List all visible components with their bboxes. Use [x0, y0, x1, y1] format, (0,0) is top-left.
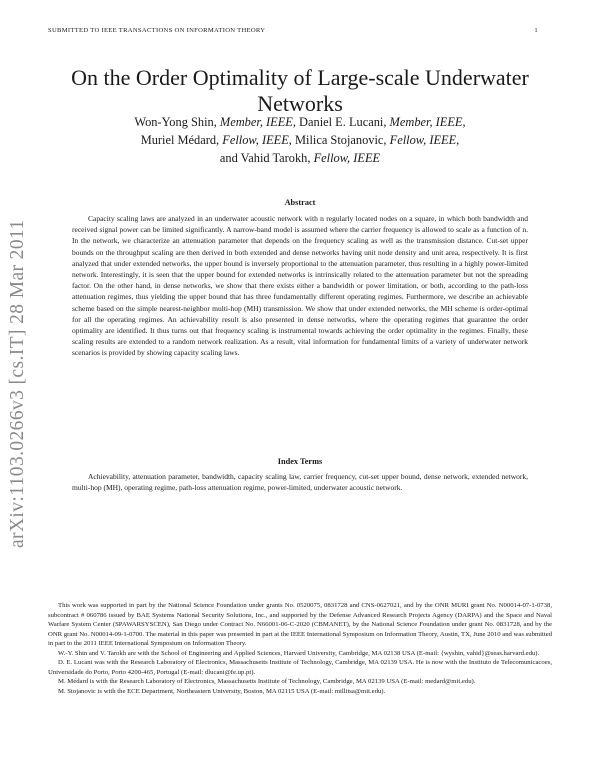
footnotes	[48, 601, 552, 696]
running-header	[48, 27, 538, 37]
author-list	[60, 113, 540, 167]
author-role: Fellow, IEEE	[313, 151, 381, 165]
author-name: and Vahid Tarokh,	[219, 151, 314, 165]
author-name: , Milica Stojanovic,	[288, 133, 390, 147]
abstract-heading: Abstract	[284, 198, 316, 207]
running-title: SUBMITTED TO IEEE TRANSACTIONS ON INFORMATION THEORY	[48, 27, 266, 34]
author-role: Fellow, IEEE	[389, 133, 457, 147]
author-role: Fellow, IEEE	[222, 133, 289, 147]
author-name: Won-Yong Shin,	[134, 115, 220, 129]
arxiv-identifier: arXiv:1103.0266v3 [cs.IT] 28 Mar 2011	[7, 219, 28, 548]
author-name: , Daniel E. Lucani,	[292, 115, 390, 129]
author-role: Member, IEEE	[389, 115, 463, 129]
author-name: Muriel Médard,	[140, 133, 223, 147]
index-terms-text: Achievability, attenuation parameter, bandwidth, capacity scaling law, carrier frequency, cut-set upper bound, dense network, extended network, multi-hop (MH), operating regime, path-loss attenuation regime, power-limited, underwater acoustic network.	[72, 472, 528, 493]
author-separator: ,	[456, 133, 460, 147]
paper-title: On the Order Optimality of Large-scale Underwater Networks	[71, 64, 529, 116]
author-line-2	[60, 131, 540, 149]
author-separator: ,	[462, 115, 466, 129]
affiliation-footnote: D. E. Lucani was with the Research Laboratory of Electronics, Massachusetts Institute of Technology, Cambridge, MA 02139 USA. He is now with the Instituto de Telecomunicacoes, Universidade do Porto, Porto 4200-465, Portugal (E-mail: dlucani@fe.up.pt).	[48, 659, 552, 676]
arxiv-sidebar	[7, 219, 37, 578]
index-terms-heading: Index Terms	[277, 457, 323, 466]
author-line-3	[60, 149, 540, 167]
affiliation-footnote: M. Stojanovic is with the ECE Department, Northeastern University, Boston, MA 02115 USA (E-mail: millitsa@mit.edu).	[58, 687, 386, 695]
author-role: Member, IEEE	[219, 115, 293, 129]
author-line-1	[60, 113, 540, 131]
funding-footnote: This work was supported in part by the National Science Foundation under grants No. 0520075, 0831728 and CNS-0627021, and by the ONR MURI grant No. N00014-07-1-0738, subcontract # 060786 issued by BAE Systems National Security Solutions, Inc., and supported by the Defense Advanced Research Projects Agency (DARPA) and the Space and Naval Warfare System Center (SPAWARSYSCEN), San Diego under Contract No. N66001-06-C-2020 (CBMANET), by the National Science Foundation under grant No. 0831728, and by the ONR grant No. N00014-09-1-0700. The material in this paper was presented in part at the IEEE International Symposium on Information Theory, Austin, TX, June 2010 and was submitted in part to the 2011 IEEE International Symposium on Information Theory.	[48, 602, 553, 647]
affiliation-footnote: W.-Y. Shin and V. Tarokh are with the School of Engineering and Applied Sciences, Harvard University, Cambridge, MA 02138 USA (E-mail: {wyshin, vahid}@seas.harvard.edu).	[58, 649, 540, 657]
affiliation-footnote: M. Médard is with the Research Laboratory of Electronics, Massachusetts Institute of Technology, Cambridge, MA 02139 USA (E-mail: medard@mit.edu).	[58, 678, 476, 685]
page-number: 1	[534, 27, 538, 34]
abstract-text: Capacity scaling laws are analyzed in an underwater acoustic network with n regularly located nodes on a square, in which both bandwidth and received signal power can be limited significantly. A narrow-band model is assumed where the carrier frequency is allowed to scale as a function of n. In the network, we characterize an attenuation parameter that depends on the frequency scaling as well as the transmission distance. Cut-set upper bounds on the throughput scaling are then derived in both extended and dense networks having unit node density and unit area, respectively. It is first analyzed that under extended networks, the upper bound is inversely proportional to the attenuation parameter, thus resulting in a highly power-limited network. Interestingly, it is seen that the upper bound for extended networks is intrinsically related to the attenuation parameter but not the spreading factor. On the other hand, in dense networks, we show that there exists either a bandwidth or power limitation, or both, according to the path-loss attenuation regimes, thus yielding the upper bound that has three fundamentally different operating regimes. Furthermore, we describe an achievable scheme based on the simple nearest-neighbor multi-hop (MH) transmission. We show that under extended networks, the MH scheme is order-optimal for all the operating regimes. An achievability result is also presented in dense networks, where the operating regimes that guarantee the order optimality are identified. It thus turns out that frequency scaling is instrumental towards achieving the order optimality in the regimes. Finally, these scaling results are extended to a random network realization. As a result, vital information for fundamental limits of a variety of underwater network scenarios is provided by showing capacity scaling laws.	[72, 214, 528, 358]
